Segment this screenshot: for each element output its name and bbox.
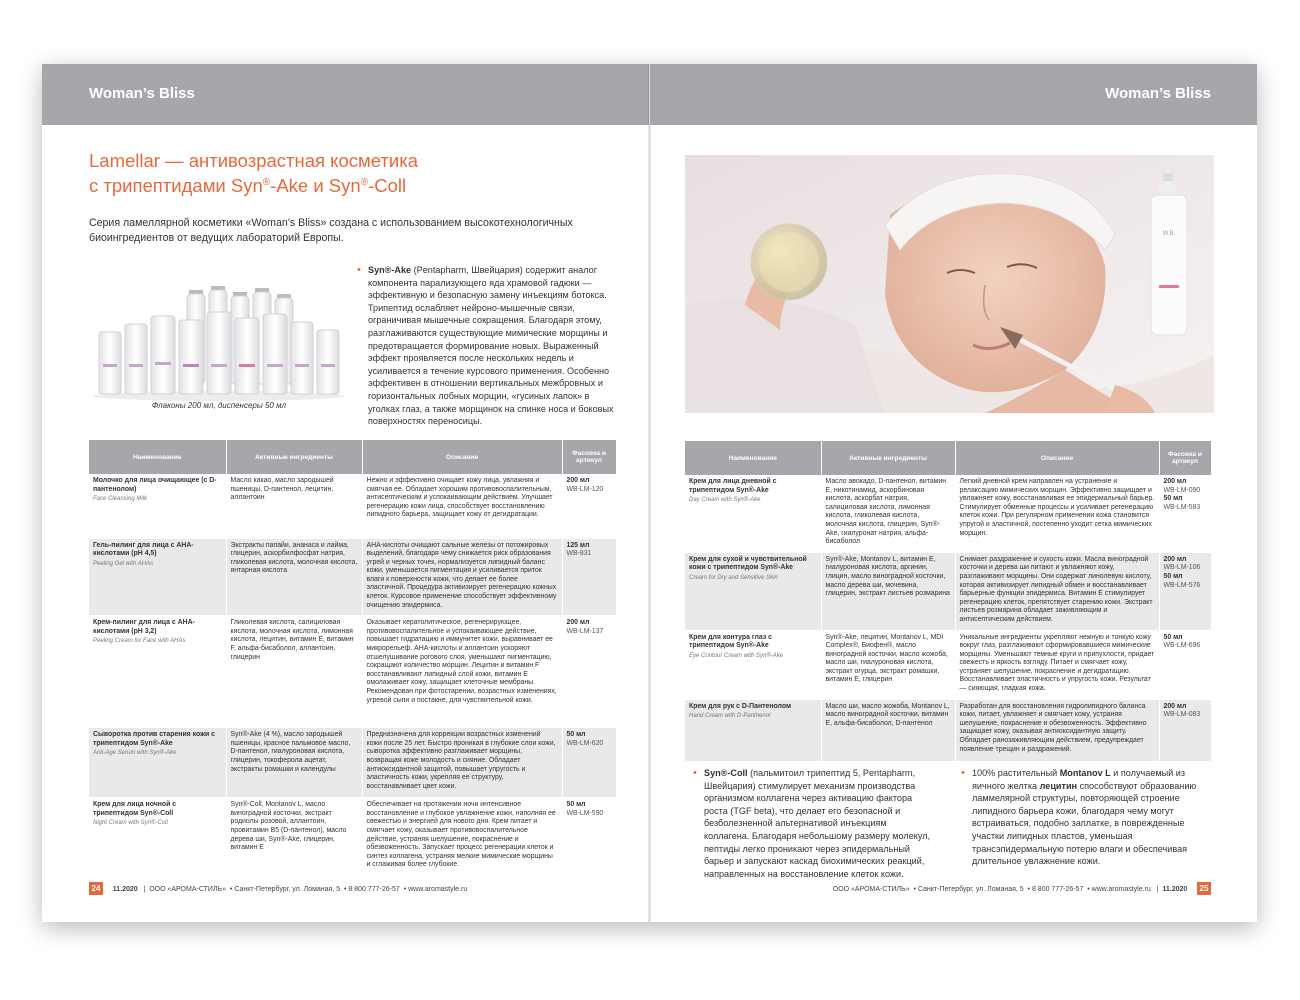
title-line2-post: -Coll	[368, 175, 407, 197]
product-volume: 200 мл	[566, 477, 590, 484]
product-subtitle: Hand Cream with D-Panthenol	[689, 713, 771, 720]
table-row	[685, 630, 1211, 699]
product-name: Крем для контура глаз с трипептидом Syn®-Ake	[689, 633, 772, 650]
footer-phone: 8 800 777-26-57	[1031, 886, 1084, 893]
product-name: Крем для рук с D-Пантенолом	[689, 702, 792, 710]
montanov-lead: Montanov L	[1059, 768, 1111, 778]
product-name: Сыворотка против старения кожи с трипептидом Syn®-Ake	[93, 731, 215, 747]
product-article-2: WB-LM-576	[1163, 581, 1201, 589]
product-article: WB-LM-090	[1163, 486, 1201, 494]
product-volume: 200 мл	[1163, 555, 1187, 563]
product-bottles-image	[89, 272, 349, 402]
product-description: Предназначена для коррекции возрастных изменений кожи после 25 лет. Быстро проникая в глубокие слои кожи, сыворотка эффективно разглаживает морщины, возвращая коже молодость и сияние. Обладает антиоксидантной защитой, повышает упругость и эластичность кожи, укрепляя ее структуру, восстанавливает цвет кожи.	[362, 728, 562, 798]
montanov-paragraph	[961, 767, 1202, 868]
product-name: Крем для сухой и чувствительной кожи с трипептидом Syn®-Ake	[689, 555, 807, 572]
intro-text: Серия ламеллярной косметики «Woman’s Bliss» создана с использованием высокотехнологичных биоингредиентов от ведущих лабораторий Европы.	[89, 217, 573, 244]
product-name: Крем-пилинг для лица с AHA-кислотами (pH 3,2)	[93, 619, 195, 635]
product-ingredients: Экстракты папайи, ананаса и лайма, глицерин, аскорбилфосфат натрия, гликолевая кислота, молочная кислота, янтарная кислота	[226, 538, 362, 616]
footer-date: 11.2020	[1162, 886, 1188, 893]
syn-coll-text: (пальмитоил трипептид 5, Pentapharm, Швейцария) стимулирует механизм производства организмом коллагена через активацию фактора роста (TGF beta), что делает его безопасной и безболезненной альтернативой инъекциям коллагена. Благодаря небольшому размеру молекул, пептиды легко проникают через эпидермальный барьер и запускают каскад биохимических реакций, направленных на восстановление клеток кожи.	[704, 768, 931, 879]
table-row	[685, 475, 1211, 552]
product-volume: 200 мл	[1163, 702, 1187, 710]
product-name: Крем для лица дневной с трипептидом Syn®-Ake	[689, 478, 777, 494]
col-header-ingredients: Активные ингредиенты	[821, 441, 955, 475]
product-subtitle: Cream for Dry and Sensitive Skin	[689, 574, 778, 581]
product-volume: 50 мл	[1163, 633, 1183, 641]
left-product-table	[89, 440, 617, 876]
product-article: WB-LM-696	[1163, 642, 1201, 650]
table-row	[89, 728, 616, 798]
product-subtitle: Night Cream with Syn®-Coll	[93, 820, 168, 827]
table-row	[89, 798, 616, 876]
product-description: Обеспечивает на протяжении ночи интенсивное восстановление и глубокое увлажнение кожи, наполняя ее свежестью и энергией для нового дня. Крем питает и смягчает кожу, оказывает противовоспалительное действие, устраняя шелушение, покраснение и обезвоженность. Запускает процесс регенерации клеток и синтез коллагена, устраняя мелкие мимические морщины и сглаживая более глубокие.	[362, 798, 562, 876]
spa-treatment-photo	[685, 155, 1214, 413]
footer-date: 11.2020	[112, 886, 138, 893]
product-subtitle: Peeling Cream for Face with AHAs	[93, 638, 186, 645]
product-volume: 200 мл	[566, 619, 590, 627]
bottle-group-front	[99, 312, 339, 394]
syn-ake-text: (Pentapharm, Швейцария) содержит аналог компонента парализующего яда храмовой гадюки — эффективную и безопасную замену инъекциям ботокса. Трипептид ослабляет нейроно-мышечные связи, ограничивая мышечные сокращения. Благодаря этому, разглаживаются существующие мимические морщины и предотвращается формирование новых. Выраженный эффект проявляется после нескольких недель и усиливается в течение курсового применения. Особенно эффективен в отношении вертикальных межбровных и горизонтальных лобных морщин, «гусиных лапок» в уголках глаз, а также морщинок на спинке носа и боковых поверхностях переносицы.	[368, 265, 614, 427]
col-header-name: Наименование	[89, 440, 226, 474]
product-volume: 50 мл	[566, 801, 586, 809]
product-article: WB-831	[566, 550, 592, 558]
product-article: WB-LM-120	[566, 485, 604, 493]
product-description: Разработан для восстановления гидролипидного баланса кожи, питает, увлажняет и смягчает кожу, устраняя шелушение, покраснение и обезвоженность. Эффективно защищает кожу, оказывая антиоксидантную защиту. Обладает ранозаживляющим действием, предупреждает появление трещин и раздражений.	[955, 699, 1159, 761]
syn-coll-lead: Syn®-Coll	[704, 768, 748, 778]
footer-address: Санкт-Петербург, ул. Ломаная, 5	[234, 886, 341, 893]
col-header-packaging: Фасовка и артикул	[1159, 441, 1211, 475]
col-header-description: Описание	[362, 440, 562, 474]
product-ingredients: Масло какао, масло зародышей пшеницы, D-пантенол, лецитин, аллантоин	[226, 474, 362, 538]
product-volume: 200 мл	[1163, 478, 1187, 485]
right-footer: ООО «АРОМА-СТИЛЬ» • Санкт-Петербург, ул. Ломаная, 5 • 8 800 777-26-57 • www.aromastyle.ru | 11.2020 25	[833, 882, 1211, 895]
page-number: 24	[89, 882, 103, 895]
product-volume-2: 50 мл	[1163, 495, 1183, 503]
title-line2-pre: с трипептидами Syn	[89, 175, 263, 197]
montanov-mid: и получаемый из яичного желтка	[972, 768, 1186, 791]
footer-site: www.aromastyle.ru	[1091, 886, 1151, 893]
bottle-label: W.B.	[1162, 231, 1176, 237]
col-header-packaging: Фасовка и артикул	[562, 440, 616, 474]
page-number: 25	[1197, 882, 1211, 895]
table-row	[89, 616, 616, 728]
reg-mark: ®	[360, 177, 369, 188]
product-subtitle: Face Cleansing Milk	[93, 496, 148, 503]
product-name: Гель-пилинг для лица с AHA-кислотами (pH 4,5)	[93, 541, 194, 558]
product-ingredients: Syn®-Ake (4 %), масло зародышей пшеницы, красное пальмовое масло, D-пантенол, гиалуроновая кислота, глицерин, токоферола ацетат, экстракты ромашки и календулы	[226, 728, 362, 798]
right-brand: Woman’s Bliss	[1105, 85, 1211, 102]
product-description: Уникальные ингредиенты укрепляют нежную и тонкую кожу вокруг глаз, разглаживают сформировавшиеся мимические морщины. Уменьшают темные круги и припухлости, придает свежесть и яркость взгляду. Питает и смягчает кожу, устраняет шелушение, покраснение и дегидратацию. Восстанавливает эластичность и упругость кожи. Результат — сияющая, гладкая кожа.	[955, 630, 1159, 699]
left-footer: 24 11.2020 | ООО «АРОМА-СТИЛЬ» • Санкт-Петербург, ул. Ломаная, 5 • 8 800 777-26-57 • www.aromastyle.ru	[89, 882, 467, 895]
bullet-dot-icon: •	[357, 264, 361, 276]
product-subtitle: Anti-Age Serum with Syn®-Ake	[93, 750, 177, 757]
product-article: WB-LM-083	[1163, 711, 1201, 719]
montanov-post: способствуют образованию ламмелярной структуры, повторяющей строение липидного барьера кожи, благодаря чему могут встраиваться, подобно заплатке, в поврежденные участки липидных пластов, уменьшая трансэпидермальную потерю влаги и обеспечивая длительное увлажнение кожи.	[972, 780, 1197, 867]
left-brand: Woman’s Bliss	[89, 85, 195, 102]
magazine-spread	[42, 64, 1257, 922]
montanov-pre: 100% растительный	[972, 768, 1060, 778]
product-article-2: WB-LM-583	[1163, 503, 1201, 511]
table-row	[685, 699, 1211, 761]
page-title	[89, 150, 418, 197]
footer-address: Санкт-Петербург, ул. Ломаная, 5	[917, 886, 1024, 893]
product-description: AHA-кислоты очищают сальные железы от потожировых выделений, благодаря чему снижается риск образования угрей и черных точек, нормализуется липидный баланс кожи, уменьшается пигментация и усиливается приток влаги к поверхности кожи, что делает ее более эластичной. Процедура активизирует регенерацию кожных клеток. Курсовое применение способствует эффективному очищению эпидермиса.	[362, 538, 562, 616]
col-header-name: Наименование	[685, 441, 821, 475]
product-ingredients: Масло авокадо, D-пантенол, витамин E, никотинамид, аскорбиновая кислота, аскорбат натрия, салициловая кислота, лимонная кислота, гликолевая кислота, молочная кислота, глицерин, Syn®-Ake, гиалуронат натрия, альфа-бисаболол	[821, 475, 955, 552]
table-row	[685, 552, 1211, 630]
footer-company: ООО «АРОМА-СТИЛЬ»	[832, 886, 910, 893]
product-description: Легкий дневной крем направлен на устранение и релаксацию мимических морщин. Эффективно защищает и увлажняет кожу, восстанавливая ее эпидермальный барьер. Стимулирует обменные процессы и усиливает регенерацию клеток кожи. При регулярном применении кожа становится упругой и эластичной, постепенно уходит сетка мимических морщин.	[955, 475, 1159, 552]
bullet-dot-icon: •	[961, 767, 965, 779]
product-volume-2: 50 мл	[1163, 572, 1183, 580]
syn-coll-paragraph	[693, 767, 934, 880]
lecithin-lead: лецитин	[1039, 780, 1078, 791]
col-header-description: Описание	[955, 441, 1159, 475]
footer-site: www.aromastyle.ru	[408, 886, 468, 893]
right-header-bar	[650, 64, 1257, 125]
image-caption: Флаконы 200 мл, диспенсеры 50 мл	[151, 401, 287, 410]
product-subtitle: Eye Contour Cream with Syn®-Ake	[689, 652, 784, 659]
title-line1: Lamellar — антивозрастная косметика	[89, 150, 419, 171]
table-row	[89, 474, 616, 538]
left-page	[42, 64, 649, 922]
product-article: WB-LM-106	[1163, 564, 1201, 572]
product-article: WB-LM-590	[566, 809, 604, 817]
product-ingredients: Гликолевая кислота, салициловая кислота, молочная кислота, лимонная кислота, лецитин, витамин E, витамин F, альфа-бисаболол, аллантоин, глицерин	[226, 616, 362, 728]
footer-phone: 8 800 777-26-57	[348, 886, 400, 893]
product-description: Оказывает кератолитическое, регенерирующее, противовоспалительное и успокаивающее действие, повышает гидратацию и иммунитет кожи, выравнивает ее микрорельеф. AHA-кислоты и аллантоин ускоряют отшелушивание рогового слоя, уменьшают пигментацию, сокращают количество морщин. Лецитин и витамин F восстанавливают липидный слой кожи, витамин E омолаживает кожу, защищает клеточные мембраны. Рекомендован при фотостарении, возрастных изменениях, угревой сыпи и постакне, для чувствительной кожи.	[362, 616, 562, 728]
product-volume: 125 мл	[566, 541, 590, 549]
right-page	[650, 64, 1257, 922]
product-ingredients: Syn®-Coll, Montanov L, масло виноградной косточки, экстракт родиолы розовой, аллантоин, провитамин B5 (D-пантенол), масло дерева ши, Syn®-Ake, глицерин, витамин E	[226, 798, 362, 876]
product-article: WB-LM-137	[566, 627, 604, 635]
reg-mark: ®	[262, 177, 271, 188]
syn-ake-paragraph	[357, 264, 616, 428]
syn-ake-lead: Syn®-Ake	[368, 265, 412, 275]
col-header-ingredients: Активные ингредиенты	[226, 440, 362, 474]
product-description: Снимает раздражение и сухость кожи. Масла виноградной косточки и дерева ши питают и увлажняют кожу, разглаживают морщины. Они содержат линолевую кислоту, которая активизирует липидный обмен и восстанавливает барьерные функции эпидермиса. Витамин E стимулирует регенерацию клеток, препятствует старению кожи. Экстракт листьев розмарина обладает заживляющим и антисептическим действием.	[955, 552, 1159, 630]
product-ingredients: Syn®-Ake, Montanov L, витамин E, гиалуроновая кислота, аргинин, глицин, масло виноградной косточки, масло дерева ши, мочевина, глицерин, экстракт листьев розмарина	[821, 552, 955, 630]
left-header-bar	[42, 64, 649, 125]
product-subtitle: Day Cream with Syn®-Ake	[689, 497, 761, 504]
product-bottle	[1151, 173, 1187, 335]
table-row	[89, 538, 616, 616]
bullet-dot-icon: •	[693, 767, 697, 779]
right-product-table	[685, 441, 1212, 762]
product-ingredients: Масло ши, масло жожоба, Montanov L, масло виноградной косточки, витамин E, альфа-бисаболол, D-пантенол	[821, 699, 955, 761]
product-subtitle: Peeling Gel with AHAs	[93, 560, 154, 567]
product-article: WB-LM-620	[566, 739, 604, 747]
product-name: Крем для лица ночной с трипептидом Syn®-Coll	[93, 801, 177, 817]
title-line2-mid: -Ake и Syn	[270, 175, 361, 197]
product-name: Молочко для лица очищающее (с D-пантенолом)	[93, 477, 217, 493]
product-ingredients: Syn®-Ake, лецитин, Montanov L, MDI Complex®, Биофен®, масло виноградной косточки, масло жожоба, масло ши, гиалуроновая кислота, экстракт огурца, экстракт ромашки, витамин E, глицерин	[821, 630, 955, 699]
product-volume: 50 мл	[566, 731, 586, 739]
product-description: Нежно и эффективно очищает кожу лица, увлажняя и смягчая ее. Обладает хорошим противовоспалительным, антисептическим и успокаивающим действием. Улучшает регенерацию кожи лица, способствует восстановлению липидного барьера, защищает кожу от дегидратации.	[362, 474, 562, 538]
footer-company: ООО «АРОМА-СТИЛЬ»	[149, 886, 227, 893]
